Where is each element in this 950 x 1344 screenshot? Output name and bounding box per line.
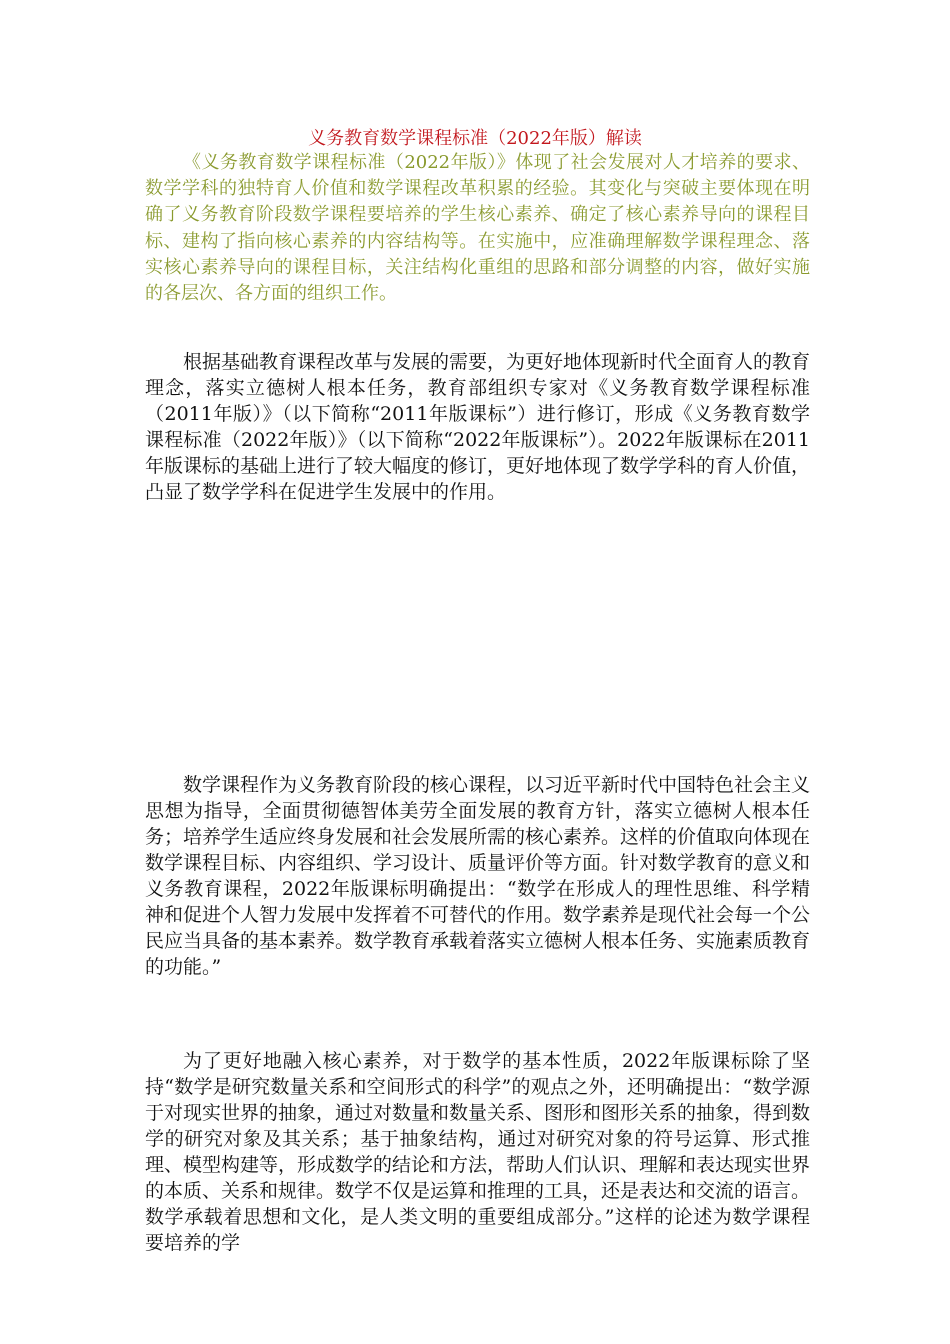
- document-title: 义务教育数学课程标准（2022年版）解读: [308, 128, 642, 149]
- body-paragraph: 根据基础教育课程改革与发展的需要，为更好地体现新时代全面育人的教育理念，落实立德树人根本任务，教育部组织专家对《义务教育数学课程标准（2011年版）》（以下简称“2011年版课标”）进行修订，形成《义务教育数学课程标准（2022年版）》（以下简称“2022年版课标”）。2022年版课标在2011年版课标的基础上进行了较大幅度的修订，更好地体现了数学学科的育人价值，凸显了数学学科在促进学生发展中的作用。: [145, 351, 811, 503]
- body-paragraph: 数学课程作为义务教育阶段的核心课程，以习近平新时代中国特色社会主义思想为指导，全面贯彻德智体美劳全面发展的教育方针，落实立德树人根本任务；培养学生适应终身发展和社会发展所需的核心素养。这样的价值取向体现在数学课程目标、内容组织、学习设计、质量评价等方面。针对数学教育的意义和义务教育课程，2022年版课标明确提出：“数学在形成人的理性思维、科学精神和促进个人智力发展中发挥着不可替代的作用。数学素养是现代社会每一个公民应当具备的基本素养。数学教育承载着落实立德树人根本任务、实施素质教育的功能。”: [145, 774, 811, 978]
- body-paragraph: 为了更好地融入核心素养，对于数学的基本性质，2022年版课标除了坚持“数学是研究数量关系和空间形式的科学”的观点之外，还明确提出：“数学源于对现实世界的抽象，通过对数量和数量关系、图形和图形关系的抽象，得到数学的研究对象及其关系；基于抽象结构，通过对研究对象的符号运算、形式推理、模型构建等，形成数学的结论和方法，帮助人们认识、理解和表达现实世界的本质、关系和规律。数学不仅是运算和推理的工具，还是表达和交流的语言。数学承载着思想和文化，是人类文明的重要组成部分。”这样的论述为数学课程要培养的学: [145, 1050, 811, 1254]
- intro-paragraph: 《义务教育数学课程标准（2022年版）》体现了社会发展对人才培养的要求、数学学科的独特育人价值和数学课程改革积累的经验。其变化与突破主要体现在明确了义务教育阶段数学课程要培养的学生核心素养、确定了核心素养导向的课程目标、建构了指向核心素养的内容结构等。在实施中，应准确理解数学课程理念、落实核心素养导向的课程目标，关注结构化重组的思路和部分调整的内容，做好实施的各层次、各方面的组织工作。: [145, 152, 810, 305]
